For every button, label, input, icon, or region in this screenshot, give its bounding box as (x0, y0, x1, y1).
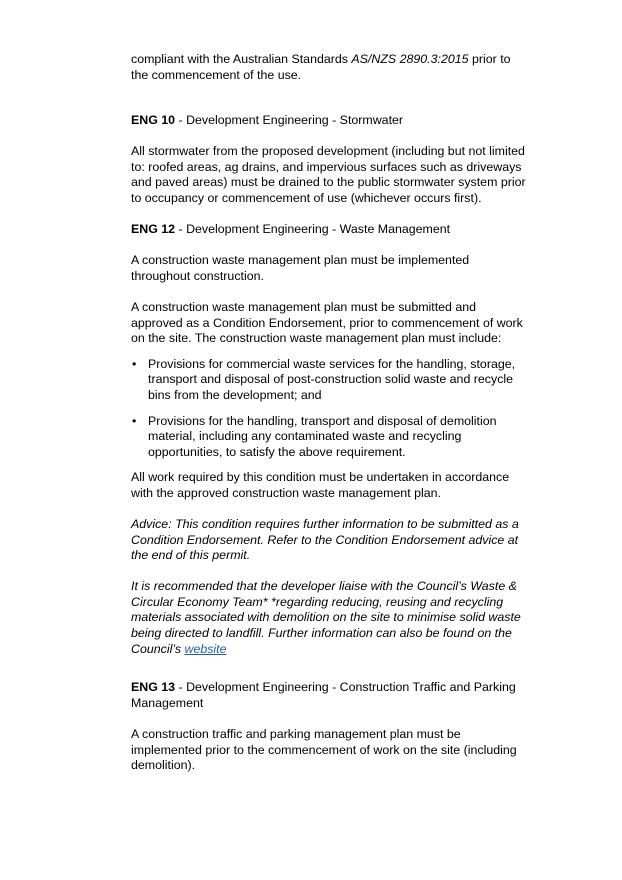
eng13-body: A construction traffic and parking management plan must be implemented prior to the commencement of work on the site (including demolition). (131, 726, 517, 773)
website-link[interactable]: website (184, 641, 227, 656)
eng12-bullet-list (131, 357, 526, 461)
bullet-icon: • (132, 356, 137, 371)
standard-reference: AS/NZS 2890.3:2015 (351, 52, 469, 66)
eng12-code: ENG 12 (131, 222, 176, 237)
eng12-paragraph-2: A construction waste management plan must be submitted and approved as a Condition Endorsement, prior to commencement of work on the site. The construction waste management plan must include: (131, 299, 523, 346)
eng13-title: - Development Engineering - Construction Traffic and Parking Management (131, 680, 516, 710)
eng12-recommendation: It is recommended that the developer liaise with the Council’s Waste & Circular Economy Team* *regarding reducing, reusing and recycling materials associated with demolition on the site to minimise solid waste being directed to landfill. Further information can also be found on the Council’s website (131, 579, 521, 656)
eng10-heading (131, 113, 526, 129)
eng10-body: All stormwater from the proposed development (including but not limited to: roofed areas, ag drains, and impervious surfaces such as driveways and paved areas) must be drained to the public stormwater system prior to occupancy or commencement of use (whichever occurs first). (131, 144, 526, 206)
eng12-heading (131, 222, 526, 238)
list-item: • Provisions for the handling, transport and disposal of demolition material, including any contaminated waste and recycling opportunities, to satisfy the above requirement. (132, 413, 497, 459)
list-item: • Provisions for commercial waste services for the handling, storage, transport and disposal of post-construction solid waste and recycle bins from the development; and (132, 356, 516, 402)
eng12-advice: Advice: This condition requires further information to be submitted as a Condition Endorsement. Refer to the Condition Endorsement advice at the end of this permit. (131, 516, 519, 563)
eng12-paragraph-3: All work required by this condition must be undertaken in accordance with the approved construction waste management plan. (131, 470, 510, 500)
eng10-title: - Development Engineering - Stormwater (175, 113, 404, 128)
eng12-paragraph-1: A construction waste management plan must be implemented throughout construction. (131, 253, 470, 283)
intro-paragraph: compliant with the Australian Standards AS/NZS 2890.3:2015 prior to the commencement of the use. (131, 52, 511, 82)
document-page (131, 52, 526, 774)
eng10-code: ENG 10 (131, 113, 176, 128)
eng13-heading (131, 680, 526, 711)
eng13-code: ENG 13 (131, 680, 176, 695)
bullet-icon: • (132, 413, 137, 428)
eng12-title: - Development Engineering - Waste Management (175, 222, 451, 237)
